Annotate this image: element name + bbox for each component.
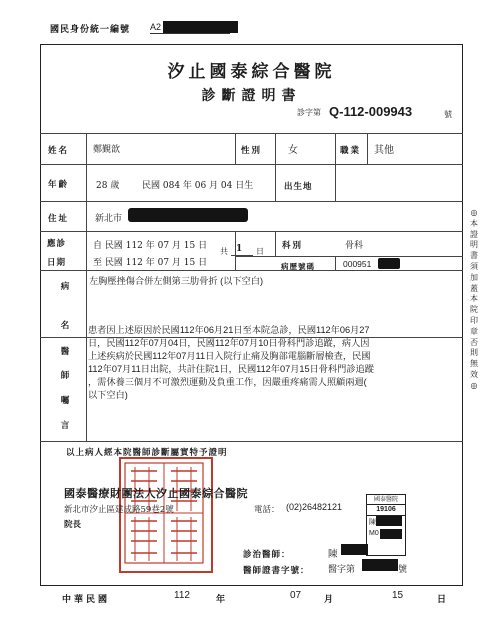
remarks-text [88, 324, 458, 403]
hospital-address: 新北市汐止區建成路59巷2號 [64, 505, 174, 515]
remarks-label-char-4: 言 [60, 421, 70, 431]
remarks-line: 112年07月11日出院，共計住院1日，民國112年07月15日骨科門診追蹤 [88, 364, 374, 375]
issue-date-era: 中華民國 [62, 595, 111, 605]
issue-year-unit: 年 [216, 595, 226, 605]
name-label: 姓名 [48, 146, 70, 156]
issue-day-unit: 日 [437, 595, 447, 605]
age-value: 28 歲 [96, 181, 120, 191]
doctor-seal-redaction-2 [380, 529, 402, 539]
row-rule-1 [40, 164, 463, 165]
diagnosis-text: 左胸壓挫傷合併左側第三肋骨折 (以下空白) [89, 276, 264, 286]
birthplace-label-left-rule [275, 164, 276, 201]
row-rule-3b [235, 256, 463, 257]
license-label: 醫師證書字號： [243, 566, 310, 576]
visit-count-prefix: 共 [220, 247, 228, 256]
record-label-right-rule [335, 256, 336, 270]
issue-year: 112 [174, 590, 190, 601]
visit-to: 至 民國 112 年 07 月 15 日 [93, 258, 208, 268]
issue-month: 07 [290, 590, 302, 601]
issue-month-unit: 月 [324, 595, 334, 605]
physician-label: 診治醫師： [243, 550, 291, 560]
hospital-title: 汐止國泰綜合醫院 [167, 62, 336, 82]
visit-count-underline [231, 255, 253, 256]
doctor-seal-redaction-1 [376, 516, 402, 526]
record-number-prefix: 000951 [343, 259, 372, 269]
national-id-prefix: A2 [150, 22, 162, 32]
dept-label-right-rule [275, 231, 276, 256]
sex-value: 女 [288, 145, 298, 156]
validity-side-note: ◎本證明書須加蓋本院印章否則無效◎ [470, 208, 478, 390]
director-label: 院長 [64, 520, 82, 530]
license-prefix: 醫字第 [328, 565, 356, 575]
diagnosis-label-char-1: 病 [60, 282, 70, 292]
table-top-rule [40, 133, 463, 134]
occupation-value: 其他 [374, 145, 394, 156]
phone-label: 電話： [254, 505, 280, 515]
birth-date: 民國 084 年 06 月 04 日生 [142, 181, 254, 191]
document-title: 診斷證明書 [201, 88, 302, 104]
national-id-underline [150, 33, 230, 34]
serial-suffix: 號 [444, 110, 452, 119]
doctor-seal-code-2: M0 [369, 530, 379, 537]
visit-from: 自 民國 112 年 07 月 15 日 [93, 241, 208, 251]
address-redaction [128, 208, 248, 222]
birthplace-label: 出生地 [284, 182, 313, 192]
department-value: 骨科 [345, 241, 364, 251]
doctor-seal-title: 國泰醫院 [367, 495, 405, 505]
phone-number: (02)26482121 [286, 502, 343, 512]
national-id-redaction [163, 21, 238, 33]
sex-label-right-rule [275, 133, 276, 164]
visit-label-bottom: 日期 [47, 258, 67, 268]
doctor-seal-code: 19106 [367, 505, 405, 516]
address-prefix: 新北市 [95, 214, 123, 224]
issue-day: 15 [392, 590, 404, 601]
record-label: 病歷號碼 [281, 262, 315, 271]
license-suffix: 號 [398, 565, 408, 575]
department-label: 科別 [282, 241, 304, 251]
national-id-label: 國民身份統一編號 [50, 25, 131, 35]
sex-label-left-rule [235, 133, 236, 164]
label-column-rule [86, 133, 87, 441]
remarks-line: ，需休養三個月不可激烈運動及負重工作，因嚴重疼痛需人照顧兩週( [88, 377, 367, 388]
remarks-line: 日，民國112年07月04日，民國112年07月10日骨科門診追蹤，病人因 [88, 338, 370, 349]
visit-label-top: 應診 [47, 239, 67, 249]
visit-count-suffix: 日 [256, 247, 264, 256]
remarks-label-char-1: 醫 [60, 347, 70, 357]
hospital-full-name: 國泰醫療財團法人汐止國泰綜合醫院 [64, 487, 248, 500]
remarks-label-char-2: 師 [60, 371, 70, 381]
remarks-line: 以下空白) [88, 390, 128, 401]
physician-name-redaction [341, 544, 368, 555]
physician-initial: 陳 [328, 549, 338, 560]
diagnosis-label-char-2: 名 [60, 321, 70, 331]
occupation-label: 職業 [340, 146, 362, 156]
remarks-line: 患者因上述原因於民國112年06月21日至本院急診，民國112年06月27 [88, 325, 370, 335]
doctor-seal-initial: 陳 [369, 518, 376, 526]
serial-number: Q-112-009943 [329, 104, 413, 119]
row-rule-2 [40, 201, 463, 202]
remarks-label-char-3: 囑 [60, 396, 70, 406]
birthplace-label-right-rule [335, 164, 336, 201]
address-label: 住址 [48, 214, 70, 224]
row-rule-4 [40, 270, 463, 271]
sex-label: 性別 [241, 146, 263, 156]
age-label: 年齡 [48, 180, 70, 190]
occupation-label-right-rule [367, 133, 368, 164]
remarks-line: 上述疾病於民國112年07月11日入院行止痛及胸部電腦斷層檢查，民國 [88, 351, 371, 362]
certification-statement: 以上病人經本院醫師診斷屬實特予證明 [66, 448, 228, 458]
patient-name: 鄭覲歆 [93, 145, 121, 155]
record-redaction [378, 258, 400, 269]
license-redaction [362, 559, 398, 571]
serial-prefix: 診字第 [297, 108, 321, 117]
row-rule-3 [40, 231, 463, 232]
occupation-label-left-rule [335, 133, 336, 164]
visit-count: 1 [236, 244, 243, 254]
row-rule-6 [40, 441, 463, 442]
hospital-seal-stamp [119, 457, 213, 573]
